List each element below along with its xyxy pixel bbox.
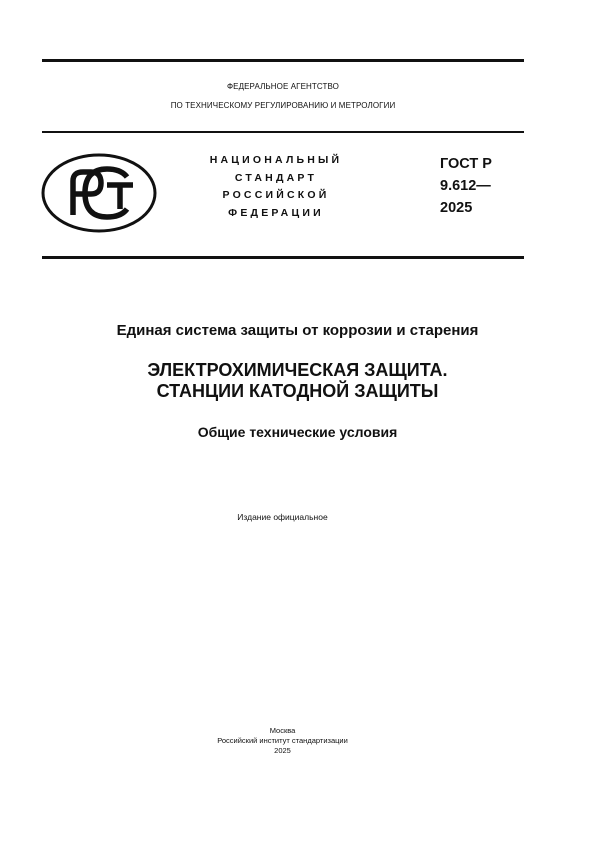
national-standard-line4: ФЕДЕРАЦИИ — [228, 206, 324, 219]
national-standard-line2: СТАНДАРТ — [234, 171, 318, 184]
national-standard-line1: НАЦИОНАЛЬНЫЙ — [209, 154, 343, 166]
title-line2: СТАНЦИИ КАТОДНОЙ ЗАЩИТЫ — [156, 381, 439, 401]
top-rule — [42, 59, 524, 62]
imprint-publisher: Российский институт стандартизации — [217, 736, 348, 745]
national-standard-line3: РОССИЙСКОЙ — [222, 189, 330, 201]
imprint — [0, 726, 565, 756]
standard-designation — [440, 153, 492, 219]
designation-line2: 9.612— — [440, 178, 491, 194]
imprint-year: 2025 — [274, 746, 291, 755]
agency-name-line2: ПО ТЕХНИЧЕСКОМУ РЕГУЛИРОВАНИЮ И МЕТРОЛОГИИ — [170, 101, 396, 110]
designation-line3: 2025 — [440, 200, 473, 216]
document-subtitle: Общие технические условия — [197, 424, 398, 440]
bottom-rule — [42, 256, 524, 259]
title-line1: ЭЛЕКТРОХИМИЧЕСКАЯ ЗАЩИТА. — [147, 360, 448, 380]
document-title — [0, 360, 595, 402]
national-standard-label — [195, 152, 357, 222]
middle-rule — [42, 131, 524, 133]
designation-line1: ГОСТ Р — [440, 156, 492, 172]
edition-note: Издание официальное — [237, 512, 328, 522]
imprint-city: Москва — [269, 726, 296, 735]
gost-r-logo-icon — [41, 153, 157, 233]
agency-name-line1: ФЕДЕРАЛЬНОЕ АГЕНТСТВО — [226, 82, 339, 91]
series-title: Единая система защиты от коррозии и старения — [116, 322, 479, 339]
